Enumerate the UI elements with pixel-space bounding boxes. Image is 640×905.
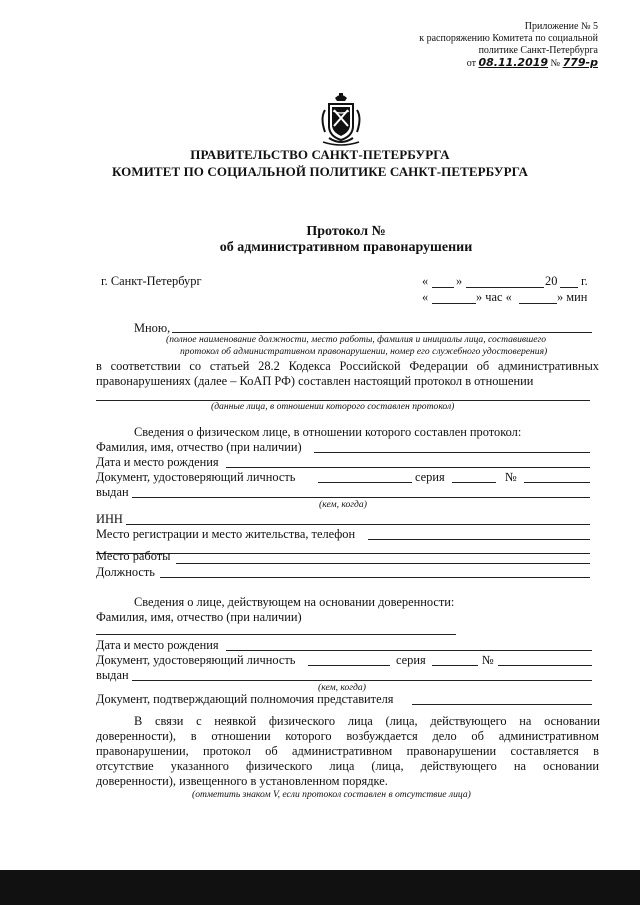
- proxy-issued-hint: (кем, когда): [318, 682, 366, 693]
- date-day-field[interactable]: [432, 287, 454, 288]
- absence-line-4: отсутствие указанного физического лица (лица, действующего на основании: [96, 759, 599, 773]
- person-series-field[interactable]: [452, 482, 496, 483]
- proxy-issued-label: выдан: [96, 668, 129, 682]
- time-minute-field[interactable]: [519, 303, 557, 304]
- person-series-label: серия: [415, 470, 445, 484]
- time-hour-field[interactable]: [432, 303, 476, 304]
- proxy-doc-field[interactable]: [308, 665, 390, 666]
- person-residence-field[interactable]: [368, 539, 590, 540]
- government-title: ПРАВИТЕЛЬСТВО САНКТ-ПЕТЕРБУРГА: [190, 147, 450, 162]
- legal-basis-line-2: правонарушениях (далее – КоАП РФ) составлен настоящий протокол в отношении: [96, 374, 534, 388]
- annex-date-signature: 08.11.2019: [478, 56, 549, 69]
- proxy-authority-label: Документ, подтверждающий полномочия представителя: [96, 692, 394, 706]
- annex-num-label: №: [550, 58, 561, 69]
- absence-line-1: В связи с неявкой физического лица (лица, действующего на основании: [134, 714, 600, 728]
- person-position-label: Должность: [96, 565, 155, 579]
- committee-title: КОМИТЕТ ПО СОЦИАЛЬНОЙ ПОЛИТИКЕ САНКТ-ПЕТЕРБУРГА: [111, 164, 529, 179]
- official-field[interactable]: [172, 332, 592, 333]
- person-birth-field[interactable]: [226, 467, 590, 468]
- absence-line-5: доверенности), извещенного в установленном порядке.: [96, 774, 388, 788]
- proxy-number-field[interactable]: [498, 665, 592, 666]
- annex-line-3: политике Санкт-Петербурга: [478, 45, 598, 56]
- proxy-birth-field[interactable]: [226, 650, 592, 651]
- annex-line-1: Приложение № 5: [524, 21, 598, 32]
- person-residence-label: Место регистрации и место жительства, телефон: [96, 527, 356, 541]
- person-doc-field[interactable]: [318, 482, 412, 483]
- person-birth-label: Дата и место рождения: [96, 455, 219, 469]
- proxy-birth-label: Дата и место рождения: [96, 638, 219, 652]
- annex-line-2: к распоряжению Комитета по социальной: [419, 33, 598, 44]
- person-number-field[interactable]: [524, 482, 590, 483]
- proxy-issued-field[interactable]: [132, 680, 592, 681]
- date-open-quote: «: [422, 274, 429, 288]
- date-close-quote: »: [456, 274, 463, 288]
- person-work-label: Место работы: [96, 549, 171, 563]
- absence-line-2: доверенности), в отношении которого возбуждается дело об административном: [96, 729, 599, 743]
- proxy-authority-field[interactable]: [412, 704, 592, 705]
- protocol-title: Протокол №: [306, 224, 386, 239]
- date-year-prefix: 20: [545, 274, 558, 288]
- person-issued-label: выдан: [96, 485, 129, 499]
- proxy-series-field[interactable]: [432, 665, 478, 666]
- legal-basis-line-1: в соответствии со статьей 28.2 Кодекса Российской Федерации об административных: [96, 359, 599, 373]
- time-open-quote: «: [422, 290, 429, 304]
- person-inn-label: ИНН: [96, 512, 123, 526]
- person-heading: Сведения о физическом лице, в отношении которого составлен протокол:: [134, 425, 522, 439]
- place-label: г. Санкт-Петербург: [101, 274, 202, 288]
- absence-line-3: правонарушении, протокол об административном правонарушении составляется в: [96, 744, 599, 758]
- person-work-field[interactable]: [176, 563, 590, 564]
- proxy-number-label: №: [482, 653, 494, 667]
- time-minute-label: » мин: [557, 290, 588, 304]
- annex-date-row: [467, 56, 598, 69]
- proxy-series-label: серия: [396, 653, 426, 667]
- coat-of-arms-emblem: [319, 92, 363, 146]
- time-hour-label: » час «: [476, 290, 512, 304]
- annex-number-signature: 779-р: [562, 56, 598, 69]
- person-issued-field[interactable]: [132, 497, 590, 498]
- person-issued-hint: (кем, когда): [319, 499, 367, 510]
- person-number-label: №: [505, 470, 517, 484]
- by-me-label: Мною,: [134, 321, 171, 335]
- person-fio-field[interactable]: [314, 452, 590, 453]
- person-position-field[interactable]: [160, 577, 590, 578]
- proxy-fio-field[interactable]: [96, 634, 456, 635]
- person-inn-field[interactable]: [126, 524, 590, 525]
- official-hint-1: (полное наименование должности, место работы, фамилия и инициалы лица, составившего: [166, 334, 547, 345]
- date-year-suffix: г.: [581, 274, 588, 288]
- proxy-fio-label: Фамилия, имя, отчество (при наличии): [96, 610, 302, 624]
- person-doc-label: Документ, удостоверяющий личность: [96, 470, 296, 484]
- official-hint-2: протокол об административном правонарушении, номер его служебного удостоверения): [180, 346, 548, 357]
- person-fio-label: Фамилия, имя, отчество (при наличии): [96, 440, 302, 454]
- subject-hint: (данные лица, в отношении которого составлен протокол): [211, 401, 455, 412]
- date-year-field[interactable]: [560, 287, 578, 288]
- annex-from-label: от: [466, 58, 476, 69]
- date-month-field[interactable]: [466, 287, 544, 288]
- proxy-heading: Сведения о лице, действующем на основании доверенности:: [134, 595, 455, 609]
- proxy-doc-label: Документ, удостоверяющий личность: [96, 653, 296, 667]
- scan-bottom-bar: [0, 870, 640, 905]
- absence-hint: (отметить знаком V, если протокол составлен в отсутствие лица): [192, 789, 471, 800]
- protocol-subtitle: об административном правонарушении: [219, 240, 473, 255]
